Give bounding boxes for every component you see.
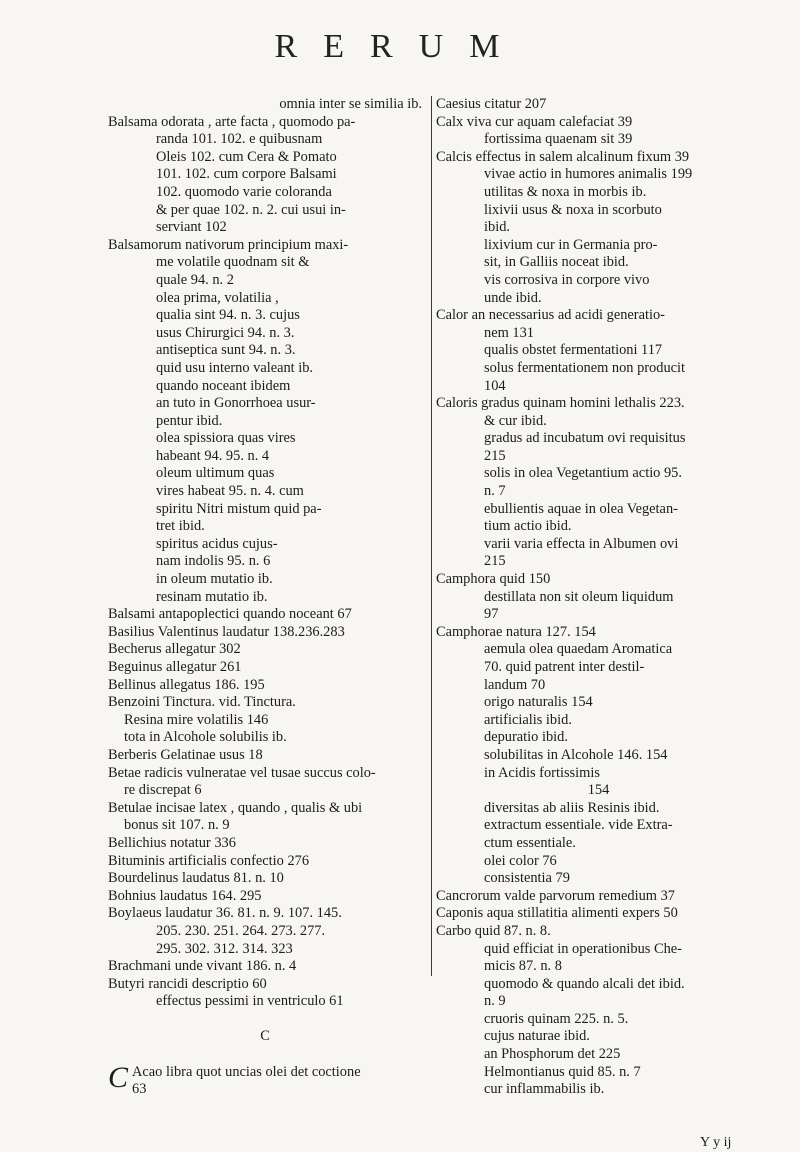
index-line: Betae radicis vulneratae vel tusae succus colo- (108, 764, 376, 781)
index-line: Bellichius notatur 336 (108, 834, 236, 851)
index-line: quid usu interno valeant ib. (156, 359, 314, 376)
index-line: artificialis ibid. (484, 711, 572, 728)
running-header: RERUM (274, 28, 526, 65)
index-line: tium actio ibid. (484, 518, 572, 535)
index-line: ebullientis aquae in olea Vegetan- (484, 500, 678, 517)
signature-mark: Y y ij (700, 1135, 732, 1150)
index-line: Balsami antapoplectici quando noceant 67 (108, 606, 352, 623)
index-line: 215 (484, 447, 506, 464)
index-line: quid efficiat in operationibus Che- (484, 940, 682, 957)
index-line: origo naturalis 154 (484, 694, 593, 711)
index-line: habeant 94. 95. n. 4 (156, 447, 270, 464)
index-line: 102. quomodo varie coloranda (156, 183, 332, 200)
index-line: cur inflammabilis ib. (484, 1081, 605, 1098)
index-line: depuratio ibid. (484, 729, 568, 746)
index-line: nam indolis 95. n. 6 (156, 553, 271, 570)
index-line: micis 87. n. 8 (484, 958, 562, 975)
index-line: quando noceant ibidem (156, 377, 291, 394)
index-line: Boylaeus laudatur 36. 81. n. 9. 107. 145. (108, 905, 342, 922)
index-line: quomodo & quando alcali det ibid. (484, 975, 685, 992)
index-line: ctum essentiale. (484, 834, 576, 851)
left-column (108, 96, 422, 1099)
index-line: serviant 102 (156, 219, 227, 236)
index-line: spiritus acidus cujus- (156, 535, 278, 552)
index-line: 63 (132, 1081, 147, 1098)
index-line: Becherus allegatur 302 (108, 641, 241, 658)
index-line: Bohnius laudatus 164. 295 (108, 887, 262, 904)
index-line: antiseptica sunt 94. n. 3. (156, 342, 296, 359)
index-line: Benzoini Tinctura. vid. Tinctura. (108, 694, 296, 711)
right-column (436, 96, 761, 1099)
index-line: Betulae incisae latex , quando , qualis & ubi (108, 799, 363, 816)
index-line: in Acidis fortissimis (484, 764, 600, 781)
index-line: an tuto in Gonorrhoea usur- (156, 395, 316, 412)
index-line: re discrepat 6 (124, 782, 202, 799)
index-line: Caesius citatur 207 (436, 96, 547, 112)
index-line: me volatile quodnam sit & (156, 254, 310, 271)
index-line: lixivium cur in Germania pro- (484, 236, 658, 253)
index-line: Butyri rancidi descriptio 60 (108, 975, 267, 992)
index-line: Bellinus allegatus 186. 195 (108, 676, 265, 693)
index-line: resinam mutatio ib. (156, 588, 268, 605)
index-line: qualia sint 94. n. 3. cujus (156, 307, 300, 324)
index-line: Camphorae natura 127. 154 (436, 623, 596, 640)
index-line: ibid. (484, 219, 510, 236)
index-line: landum 70 (484, 676, 546, 693)
index-line: Caloris gradus quinam homini lethalis 223. (436, 395, 685, 412)
index-line: an Phosphorum det 225 (484, 1046, 621, 1063)
index-line: nem 131 (484, 324, 534, 341)
index-line: sit, in Galliis noceat ibid. (484, 254, 629, 271)
index-line: pentur ibid. (156, 412, 223, 429)
index-line: usus Chirurgici 94. n. 3. (156, 324, 295, 341)
index-line: Berberis Gelatinae usus 18 (108, 746, 263, 763)
index-line: unde ibid. (484, 289, 542, 306)
index-line: spiritu Nitri mistum quid pa- (156, 500, 322, 517)
index-line: 215 (484, 553, 506, 570)
index-line: Caponis aqua stillatitia alimenti expers 50 (436, 905, 678, 922)
index-line: olea prima, volatilia , (156, 289, 279, 306)
index-line: utilitas & noxa in morbis ib. (484, 183, 647, 200)
index-line: Helmontianus quid 85. n. 7 (484, 1063, 641, 1080)
index-line: C (260, 1028, 270, 1045)
index-line: quale 94. n. 2 (156, 271, 234, 288)
index-line: Carbo quid 87. n. 8. (436, 922, 551, 939)
drop-cap: C (108, 1060, 129, 1094)
index-line: qualis obstet fermentationi 117 (484, 342, 663, 359)
index-line: in oleum mutatio ib. (156, 571, 273, 588)
index-line: Bituminis artificialis confectio 276 (108, 852, 310, 869)
index-line: 295. 302. 312. 314. 323 (156, 940, 293, 957)
index-line (108, 1046, 422, 1064)
index-line: omnia inter se similia ib. (279, 96, 422, 112)
index-line: Bourdelinus laudatus 81. n. 10 (108, 870, 284, 887)
index-line: randa 101. 102. e quibusnam (156, 131, 323, 148)
index-line: Basilius Valentinus laudatur 138.236.283 (108, 623, 345, 640)
index-line: 97 (484, 606, 499, 623)
index-line: cruoris quinam 225. n. 5. (484, 1010, 629, 1027)
index-line: Calx viva cur aquam calefaciat 39 (436, 113, 633, 130)
index-line: oleum ultimum quas (156, 465, 275, 482)
index-line: olea spissiora quas vires (156, 430, 296, 447)
index-line: 104 (484, 377, 506, 394)
index-line: aemula olea quaedam Aromatica (484, 641, 673, 658)
index-line: fortissima quaenam sit 39 (484, 131, 633, 148)
index-line: lixivii usus & noxa in scorbuto (484, 201, 662, 218)
index-line: vis corrosiva in corpore vivo (484, 271, 650, 288)
index-line: Cancrorum valde parvorum remedium 37 (436, 887, 675, 904)
index-line (108, 1011, 422, 1029)
index-line: & per quae 102. n. 2. cui usui in- (156, 201, 346, 218)
index-line: consistentia 79 (484, 870, 570, 887)
index-line: 154 (587, 782, 610, 799)
index-line: n. 7 (484, 483, 506, 500)
index-line: & cur ibid. (484, 412, 547, 429)
index-line: varii varia effecta in Albumen ovi (484, 535, 679, 552)
index-line: tota in Alcohole solubilis ib. (124, 729, 287, 746)
index-line: 70. quid patrent inter destil- (484, 659, 645, 675)
index-line: olei color 76 (484, 852, 557, 869)
index-line: 205. 230. 251. 264. 273. 277. (156, 922, 326, 939)
index-line: cujus naturae ibid. (484, 1028, 590, 1045)
index-line: Oleis 102. cum Cera & Pomato (156, 148, 337, 165)
index-line: extractum essentiale. vide Extra- (484, 817, 673, 834)
index-line: solus fermentationem non producit (484, 359, 686, 376)
index-line: vires habeat 95. n. 4. cum (156, 483, 304, 500)
index-line: solubilitas in Alcohole 146. 154 (484, 746, 668, 763)
index-line: Calcis effectus in salem alcalinum fixum 39 (436, 148, 690, 165)
index-line: Balsamorum nativorum principium maxi- (108, 236, 349, 253)
index-line: Beguinus allegatur 261 (108, 659, 242, 675)
index-line: Resina mire volatilis 146 (124, 711, 269, 728)
column-rule (431, 96, 432, 976)
index-line: destillata non sit oleum liquidum (484, 588, 674, 605)
index-line: Camphora quid 150 (436, 571, 551, 588)
index-line: n. 9 (484, 993, 506, 1010)
index-line: 101. 102. cum corpore Balsami (156, 166, 337, 183)
index-line: Balsama odorata , arte facta , quomodo pa- (108, 113, 356, 130)
index-line: diversitas ab aliis Resinis ibid. (484, 799, 660, 816)
index-line: effectus pessimi in ventriculo 61 (156, 993, 344, 1010)
index-line: bonus sit 107. n. 9 (124, 817, 230, 834)
index-line: vivae actio in humores animalis 199 (484, 166, 693, 183)
index-line: tret ibid. (156, 518, 205, 535)
index-line: Calor an necessarius ad acidi generatio- (436, 307, 665, 324)
cacao-entry (108, 1060, 422, 1099)
index-line: Acao libra quot uncias olei det coctione (132, 1063, 361, 1080)
index-line: gradus ad incubatum ovi requisitus (484, 430, 686, 447)
index-line: solis in olea Vegetantium actio 95. (484, 465, 682, 482)
index-line: Brachmani unde vivant 186. n. 4 (108, 958, 297, 975)
